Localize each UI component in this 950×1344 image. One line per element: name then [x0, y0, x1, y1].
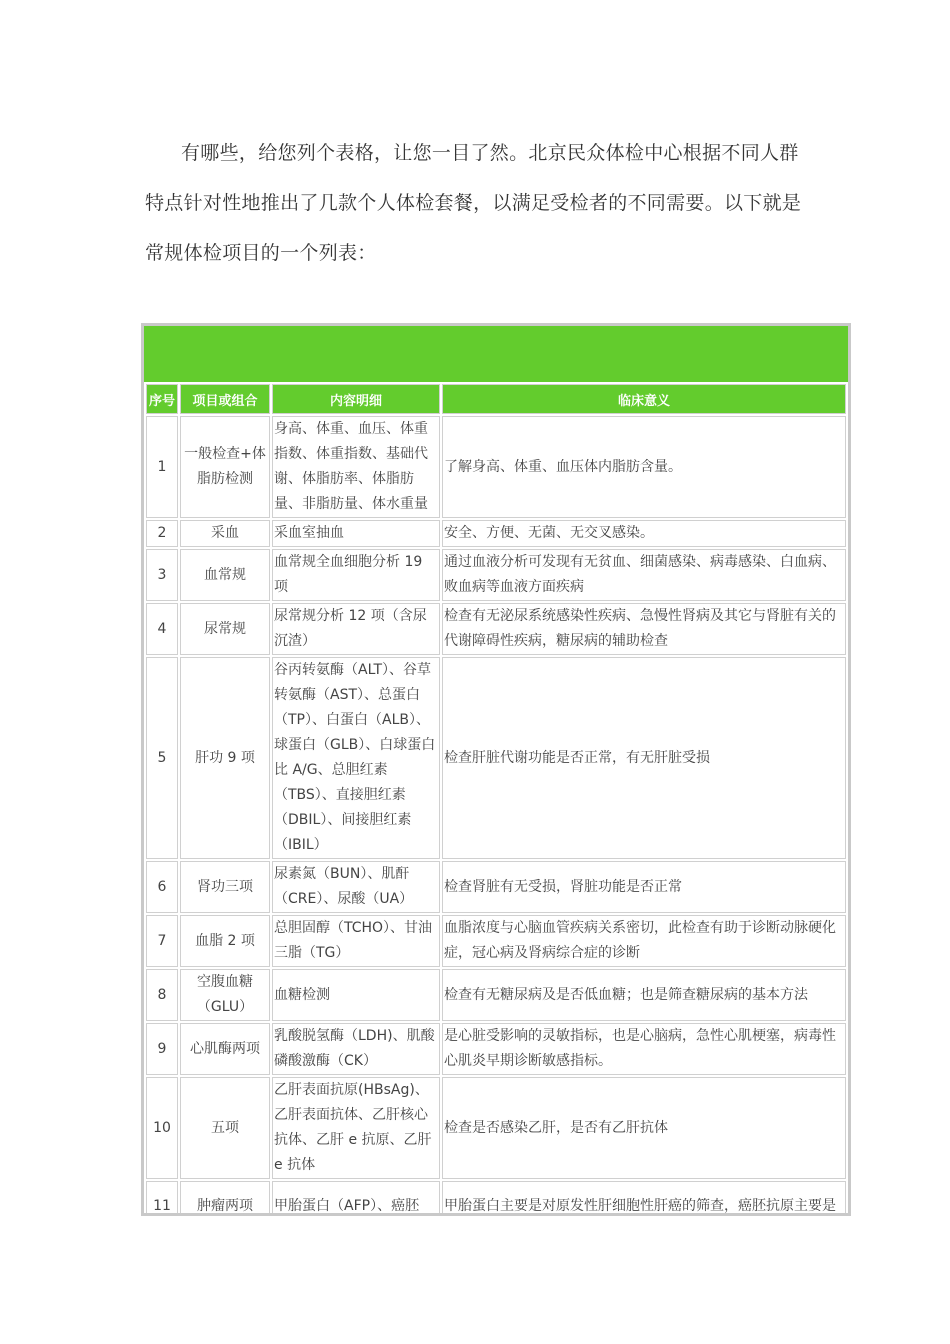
row-detail: 乳酸脱氢酶（LDH)、肌酸磷酸激酶（CK） [272, 1023, 440, 1075]
row-number: 8 [146, 969, 178, 1021]
row-detail: 身高、体重、血压、体重指数、体重指数、基础代谢、体脂肪率、体脂肪量、非脂肪量、体水重量 [272, 416, 440, 518]
row-number: 9 [146, 1023, 178, 1075]
table-row [146, 915, 846, 967]
header-detail: 内容明细 [272, 384, 440, 414]
row-meaning: 检查有无泌尿系统感染性疾病、急慢性肾病及其它与肾脏有关的代谢障碍性疾病，糖尿病的辅助检查 [442, 603, 846, 655]
row-detail: 血糖检测 [272, 969, 440, 1021]
row-item: 血常规 [180, 549, 270, 601]
row-item: 五项 [180, 1077, 270, 1179]
header-item: 项目或组合 [180, 384, 270, 414]
intro-line-1: 有哪些，给您列个表格，让您一目了然。北京民众体检中心根据不同人群 [181, 142, 799, 164]
row-number: 5 [146, 657, 178, 859]
row-detail: 谷丙转氨酶（ALT）、谷草转氨酶（AST）、总蛋白（TP）、白蛋白（ALB）、球蛋白（GLB）、白球蛋白比 A/G、总胆红素（TBS）、直接胆红素（DBIL）、间接胆红素（IBIL） [272, 657, 440, 859]
intro-text [145, 128, 825, 278]
table-row [146, 549, 846, 601]
table-row [146, 416, 846, 518]
row-meaning: 安全、方便、无菌、无交叉感染。 [442, 520, 846, 547]
row-number: 7 [146, 915, 178, 967]
intro-line-2: 特点针对性地推出了几款个人体检套餐，以满足受检者的不同需要。以下就是 [145, 192, 802, 214]
row-detail: 尿素氮（BUN）、肌酐（CRE）、尿酸（UA） [272, 861, 440, 913]
row-meaning: 了解身高、体重、血压体内脂肪含量。 [442, 416, 846, 518]
table-row [146, 1023, 846, 1075]
row-number: 1 [146, 416, 178, 518]
row-item: 心肌酶两项 [180, 1023, 270, 1075]
row-item: 一般检查+体脂肪检测 [180, 416, 270, 518]
row-number: 4 [146, 603, 178, 655]
row-detail: 甲胎蛋白（AFP）、癌胚 [272, 1181, 440, 1216]
row-meaning: 是心脏受影响的灵敏指标，也是心脑病，急性心肌梗塞，病毒性心肌炎早期诊断敏感指标。 [442, 1023, 846, 1075]
row-meaning: 检查肝脏代谢功能是否正常，有无肝脏受损 [442, 657, 846, 859]
row-detail: 乙肝表面抗原(HBsAg)、乙肝表面抗体、乙肝核心抗体、乙肝 e 抗原、乙肝 e 抗体 [272, 1077, 440, 1179]
row-meaning: 甲胎蛋白主要是对原发性肝细胞性肝癌的筛查，癌胚抗原主要是 [442, 1181, 846, 1216]
row-number: 3 [146, 549, 178, 601]
table-row [146, 1077, 846, 1179]
table-row [146, 657, 846, 859]
row-detail: 总胆固醇（TCHO）、甘油三脂（TG） [272, 915, 440, 967]
row-detail: 采血室抽血 [272, 520, 440, 547]
row-number: 6 [146, 861, 178, 913]
row-number: 11 [146, 1181, 178, 1216]
row-item: 肝功 9 项 [180, 657, 270, 859]
header-number: 序号 [146, 384, 178, 414]
row-meaning: 通过血液分析可发现有无贫血、细菌感染、病毒感染、白血病、败血病等血液方面疾病 [442, 549, 846, 601]
row-meaning: 检查肾脏有无受损，肾脏功能是否正常 [442, 861, 846, 913]
row-number: 10 [146, 1077, 178, 1179]
row-meaning: 血脂浓度与心脑血管疾病关系密切，此检查有助于诊断动脉硬化症，冠心病及肾病综合症的诊断 [442, 915, 846, 967]
items-table [144, 382, 848, 1216]
table-banner [144, 326, 848, 384]
header-meaning: 临床意义 [442, 384, 846, 414]
row-item: 肿瘤两项 [180, 1181, 270, 1216]
table-row [146, 603, 846, 655]
row-item: 肾功三项 [180, 861, 270, 913]
table-header-row [146, 384, 846, 414]
row-detail: 尿常规分析 12 项（含尿沉渣） [272, 603, 440, 655]
table-row [146, 861, 846, 913]
row-detail: 血常规全血细胞分析 19 项 [272, 549, 440, 601]
row-meaning: 检查有无糖尿病及是否低血糖；也是筛查糖尿病的基本方法 [442, 969, 846, 1021]
table-row [146, 969, 846, 1021]
table-row [146, 1181, 846, 1216]
row-item: 尿常规 [180, 603, 270, 655]
table-row [146, 520, 846, 547]
row-meaning: 检查是否感染乙肝，是否有乙肝抗体 [442, 1077, 846, 1179]
intro-line-3: 常规体检项目的一个列表： [145, 242, 377, 264]
exam-items-table [141, 323, 851, 1216]
row-item: 空腹血糖（GLU） [180, 969, 270, 1021]
row-item: 血脂 2 项 [180, 915, 270, 967]
row-item: 采血 [180, 520, 270, 547]
row-number: 2 [146, 520, 178, 547]
